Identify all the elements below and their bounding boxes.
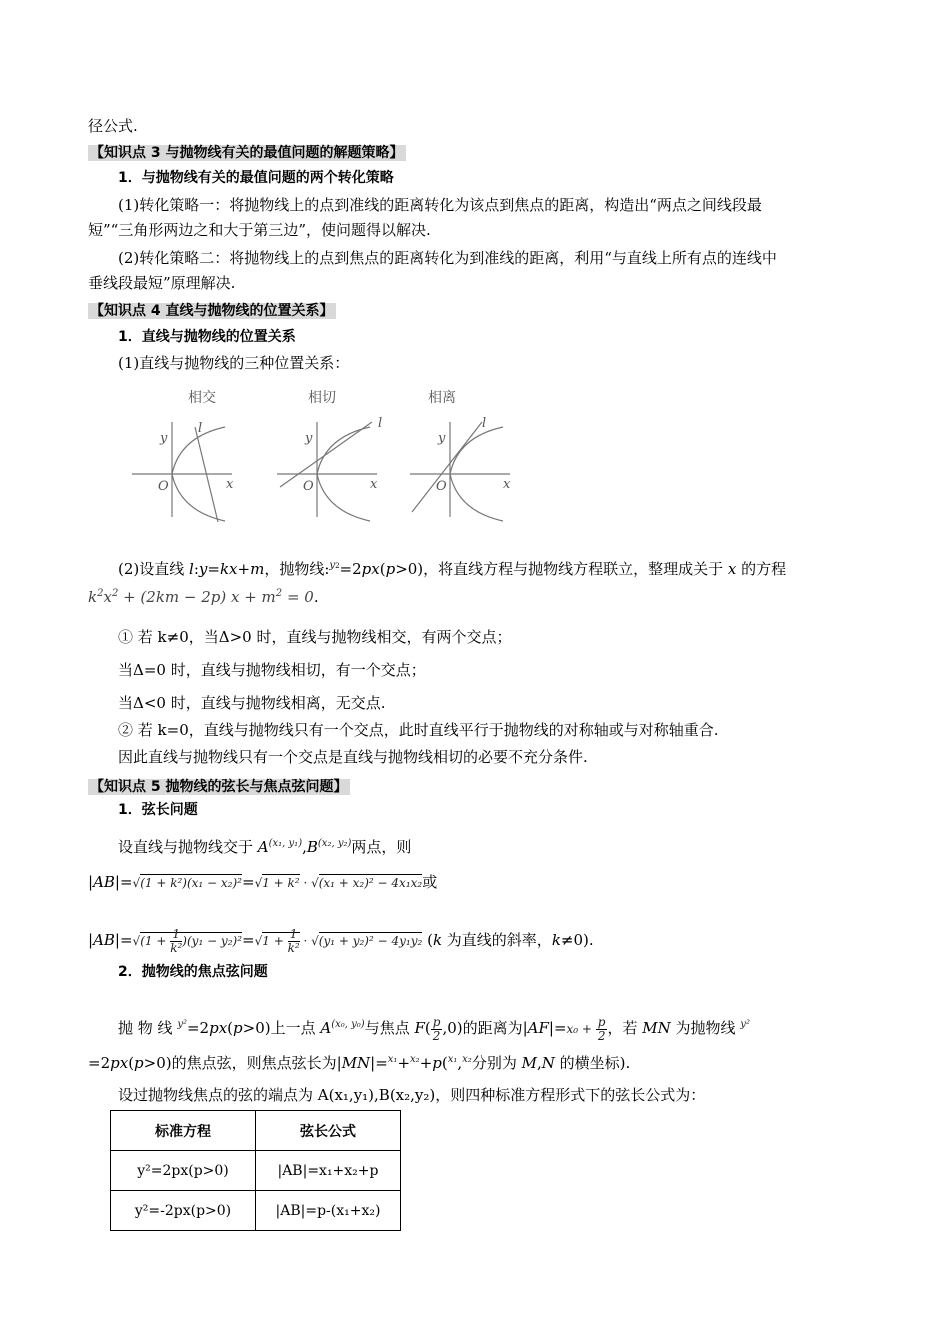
- paragraph: (1)转化策略一：将抛物线上的点到准线的距离转化为该点到焦点的距离，构造出“两点之间线段最: [118, 196, 762, 214]
- subheading: 2．抛物线的焦点弦问题: [118, 964, 268, 980]
- section-heading-3: 【知识点 3 与抛物线有关的最值问题的解题策略】: [90, 145, 404, 161]
- paragraph: (1)直线与抛物线的三种位置关系：: [118, 354, 350, 372]
- text-line: 径公式.: [88, 117, 138, 135]
- table-cell: |AB|=x₁+x₂+p: [256, 1151, 401, 1191]
- paragraph-focal-chord: 抛 物 线 $^{y^2}$=2px(p>0)上一点 $A^{(x_0, y_0)}$与焦点 F( $\frac{p}{2}$ ,0)的距离为|AF|=x₀ + $\frac{p}{2}$ ，若 MN 为抛物线 $^{y^2}$: [118, 1014, 750, 1043]
- paragraph: 短”“三角形两边之和大于第三边”，使问题得以解决.: [88, 221, 431, 239]
- svg-text:O: O: [158, 479, 169, 494]
- figure-label-tangent: 相切: [308, 390, 336, 406]
- paragraph-focal-chord-cont: =2px(p>0)的焦点弦，则焦点弦长为|MN|=$^{x_1}$+$^{x_2}$+p($^{x_1}$,$^{x_2}$分别为 M,N 的横坐标).: [88, 1054, 631, 1072]
- svg-text:l: l: [482, 416, 487, 431]
- paragraph-chord: 设直线与抛物线交于 $A^{(x_1, y_1)},B^{(x_2, y_2)}$两点，则: [118, 838, 412, 856]
- section-heading-5: 【知识点 5 抛物线的弦长与焦点弦问题】: [90, 779, 348, 795]
- svg-text:y: y: [160, 431, 168, 446]
- table-cell: y²=-2px(p>0): [111, 1191, 256, 1231]
- case-line: 当Δ=0 时，直线与抛物线相切，有一个交点；: [118, 661, 426, 679]
- table-row: [111, 1191, 401, 1231]
- subheading: 1．与抛物线有关的最值问题的两个转化策略: [118, 170, 394, 186]
- case-line: ① 若 k≠0，当Δ>0 时，直线与抛物线相交，有两个交点；: [118, 628, 512, 646]
- svg-text:l: l: [378, 416, 383, 431]
- paragraph: 垂线段最短”原理解决.: [88, 274, 236, 292]
- paragraph-line-param: (2)设直线 l:y=kx+m，抛物线:$^{y2}$=2px(p>0)，将直线方程与抛物线方程联立，整理成关于 x 的方程: [118, 560, 787, 578]
- table-row: [111, 1151, 401, 1191]
- svg-text:O: O: [436, 479, 447, 494]
- svg-text:O: O: [303, 479, 314, 494]
- svg-text:x: x: [370, 477, 378, 492]
- table-header: 标准方程: [111, 1111, 256, 1151]
- table-header-row: [111, 1111, 401, 1151]
- table-cell: |AB|=p-(x₁+x₂): [256, 1191, 401, 1231]
- svg-text:l: l: [198, 421, 203, 436]
- figure-label-intersect: 相交: [188, 390, 216, 406]
- case-line: ② 若 k=0，直线与抛物线只有一个交点，此时直线平行于抛物线的对称轴或与对称轴重合.: [118, 721, 719, 739]
- subheading: 1．直线与抛物线的位置关系: [118, 329, 296, 345]
- figure-label-separate: 相离: [428, 390, 456, 406]
- svg-text:y: y: [438, 431, 446, 446]
- equation-quadratic: $k^2x^2 + (2km - 2p) x + m^2 = 0$.: [88, 588, 319, 606]
- chord-length-table: [110, 1110, 401, 1231]
- paragraph: (2)转化策略二：将抛物线上的点到焦点的距离转化为到准线的距离，利用“与直线上所有点的连线中: [118, 249, 777, 267]
- parabola-line-figure: [120, 382, 540, 522]
- paragraph-table-intro: 设过抛物线焦点的弦的端点为 A(x₁,y₁),B(x₂,y₂)，则四种标准方程形式下的弦长公式为：: [118, 1086, 706, 1104]
- section-heading-4: 【知识点 4 直线与抛物线的位置关系】: [90, 303, 334, 319]
- table-header: 弦长公式: [256, 1111, 401, 1151]
- svg-text:x: x: [503, 477, 511, 492]
- svg-text:x: x: [226, 477, 234, 492]
- formula-ab-2: |AB|=√(1 + $\frac{1}{\text{k²}}$ )(y₁ − y₂)²=√1 + $\frac{1}{\text{k²}}$ · √(y₁ + y₂)² − 4y₁y₂ (k 为直线的斜率，k≠0).: [88, 927, 594, 955]
- formula-ab-1: |AB|=√(1 + k²)(x₁ − x₂)²=√1 + k² · √(x₁ + x₂)² − 4x₁x₂或: [88, 873, 438, 891]
- conclusion: 因此直线与抛物线只有一个交点是直线与抛物线相切的必要不充分条件.: [118, 748, 588, 766]
- svg-text:y: y: [305, 431, 313, 446]
- table-cell: y²=2px(p>0): [111, 1151, 256, 1191]
- subheading: 1．弦长问题: [118, 802, 198, 818]
- case-line: 当Δ<0 时，直线与抛物线相离，无交点.: [118, 694, 386, 712]
